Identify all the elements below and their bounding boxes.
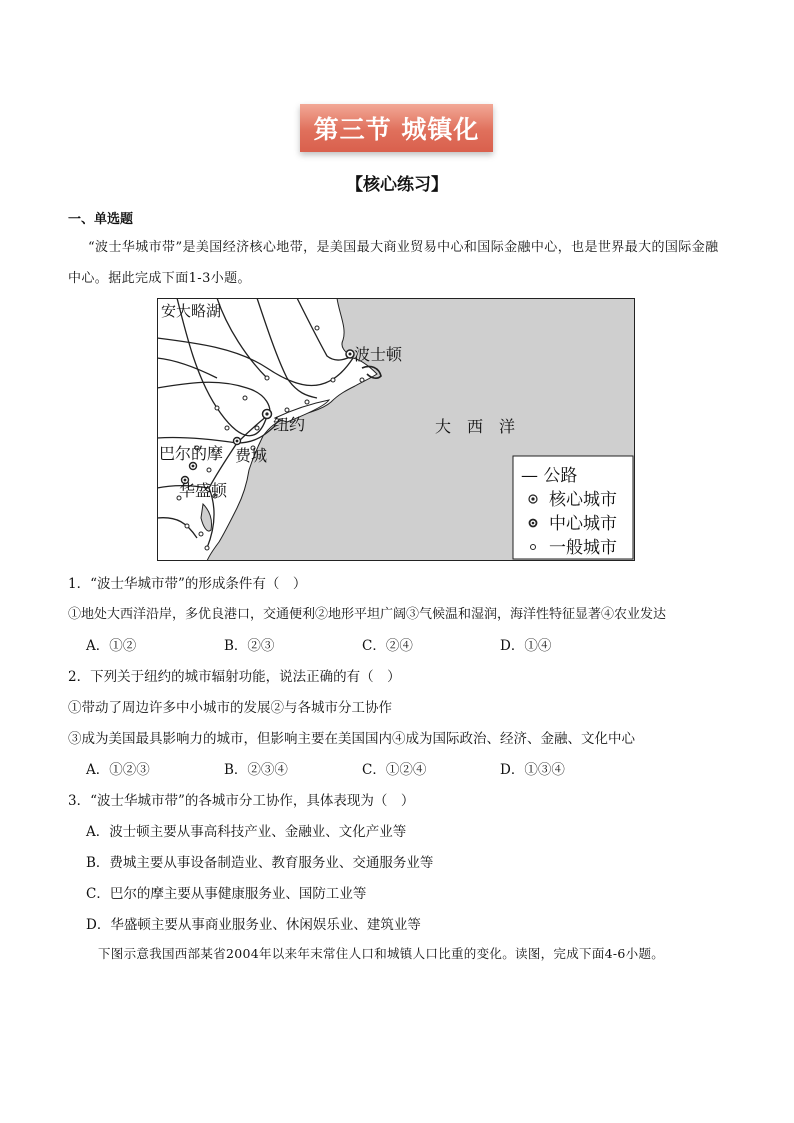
q2-option-d[interactable]: D．①③④ xyxy=(500,762,565,778)
legend-road: — 公路 xyxy=(521,466,578,486)
q1-option-c[interactable]: C．②④ xyxy=(362,638,413,654)
q2-options xyxy=(86,758,638,778)
q2-option-c[interactable]: C．①②④ xyxy=(362,762,427,778)
q3-option-b[interactable]: B．费城主要从事设备制造业、教育服务业、交通服务业等 xyxy=(86,855,434,871)
intro-paragraph: “波士华城市带”是美国经济核心地带，是美国最大商业贸易中心和国际金融中心，也是世界最大的国际金融中心。据此完成下面1-3小题。 xyxy=(68,240,719,286)
q3-option-c[interactable]: C．巴尔的摩主要从事健康服务业、国防工业等 xyxy=(86,886,367,902)
q3-stem: 3．“波士华城市带”的各城市分工协作，具体表现为（ ） xyxy=(68,793,415,809)
map-figure xyxy=(157,298,635,561)
washington-label: 华盛顿 xyxy=(179,481,228,500)
lake-label: 安大略湖 xyxy=(161,302,222,320)
q2-statement-1: ①带动了周边许多中小城市的发展②与各城市分工协作 xyxy=(68,700,392,716)
q2-option-a[interactable]: A．①②③ xyxy=(86,762,150,778)
boston-label: 波士顿 xyxy=(354,345,403,364)
legend-core: 核心城市 xyxy=(549,490,617,510)
section-heading: 一、单选题 xyxy=(68,212,134,227)
q1-stem: 1．“波士华城市带”的形成条件有（ ） xyxy=(68,576,307,592)
q2-statement-2: ③成为美国最具影响力的城市，但影响主要在美国国内④成为国际政治、经济、金融、文化中心 xyxy=(68,731,635,747)
q1-options xyxy=(86,634,638,654)
q3-option-a[interactable]: A．波士顿主要从事高科技产业、金融业、文化产业等 xyxy=(86,824,407,840)
newyork-label: 纽约 xyxy=(273,415,306,434)
q2-option-b[interactable]: B．②③④ xyxy=(224,762,288,778)
ocean-label: 大 西 洋 xyxy=(435,417,516,436)
section-title: 第三节 城镇化 xyxy=(300,104,493,152)
q3-option-d[interactable]: D．华盛顿主要从事商业服务业、休闲娱乐业、建筑业等 xyxy=(86,917,421,933)
legend-general: 一般城市 xyxy=(549,538,617,558)
q1-option-d[interactable]: D．①④ xyxy=(500,638,552,654)
baltimore-label: 巴尔的摩 xyxy=(159,444,224,463)
philadelphia-label: 费城 xyxy=(235,446,268,465)
subtitle: 【核心练习】 xyxy=(346,175,448,195)
next-intro: 下图示意我国西部某省2004年以来年末常住人口和城镇人口比重的变化。读图，完成下面4-6小题。 xyxy=(98,946,665,961)
q1-option-b[interactable]: B．②③ xyxy=(224,638,275,654)
q1-option-a[interactable]: A．①② xyxy=(86,638,137,654)
q2-stem: 2．下列关于纽约的城市辐射功能，说法正确的有（ ） xyxy=(68,669,401,685)
q1-statement: ①地处大西洋沿岸，多优良港口，交通便利②地形平坦广阔③气候温和湿润，海洋性特征显著④农业发达 xyxy=(68,607,667,622)
map-legend xyxy=(513,456,633,559)
legend-center: 中心城市 xyxy=(549,514,617,534)
